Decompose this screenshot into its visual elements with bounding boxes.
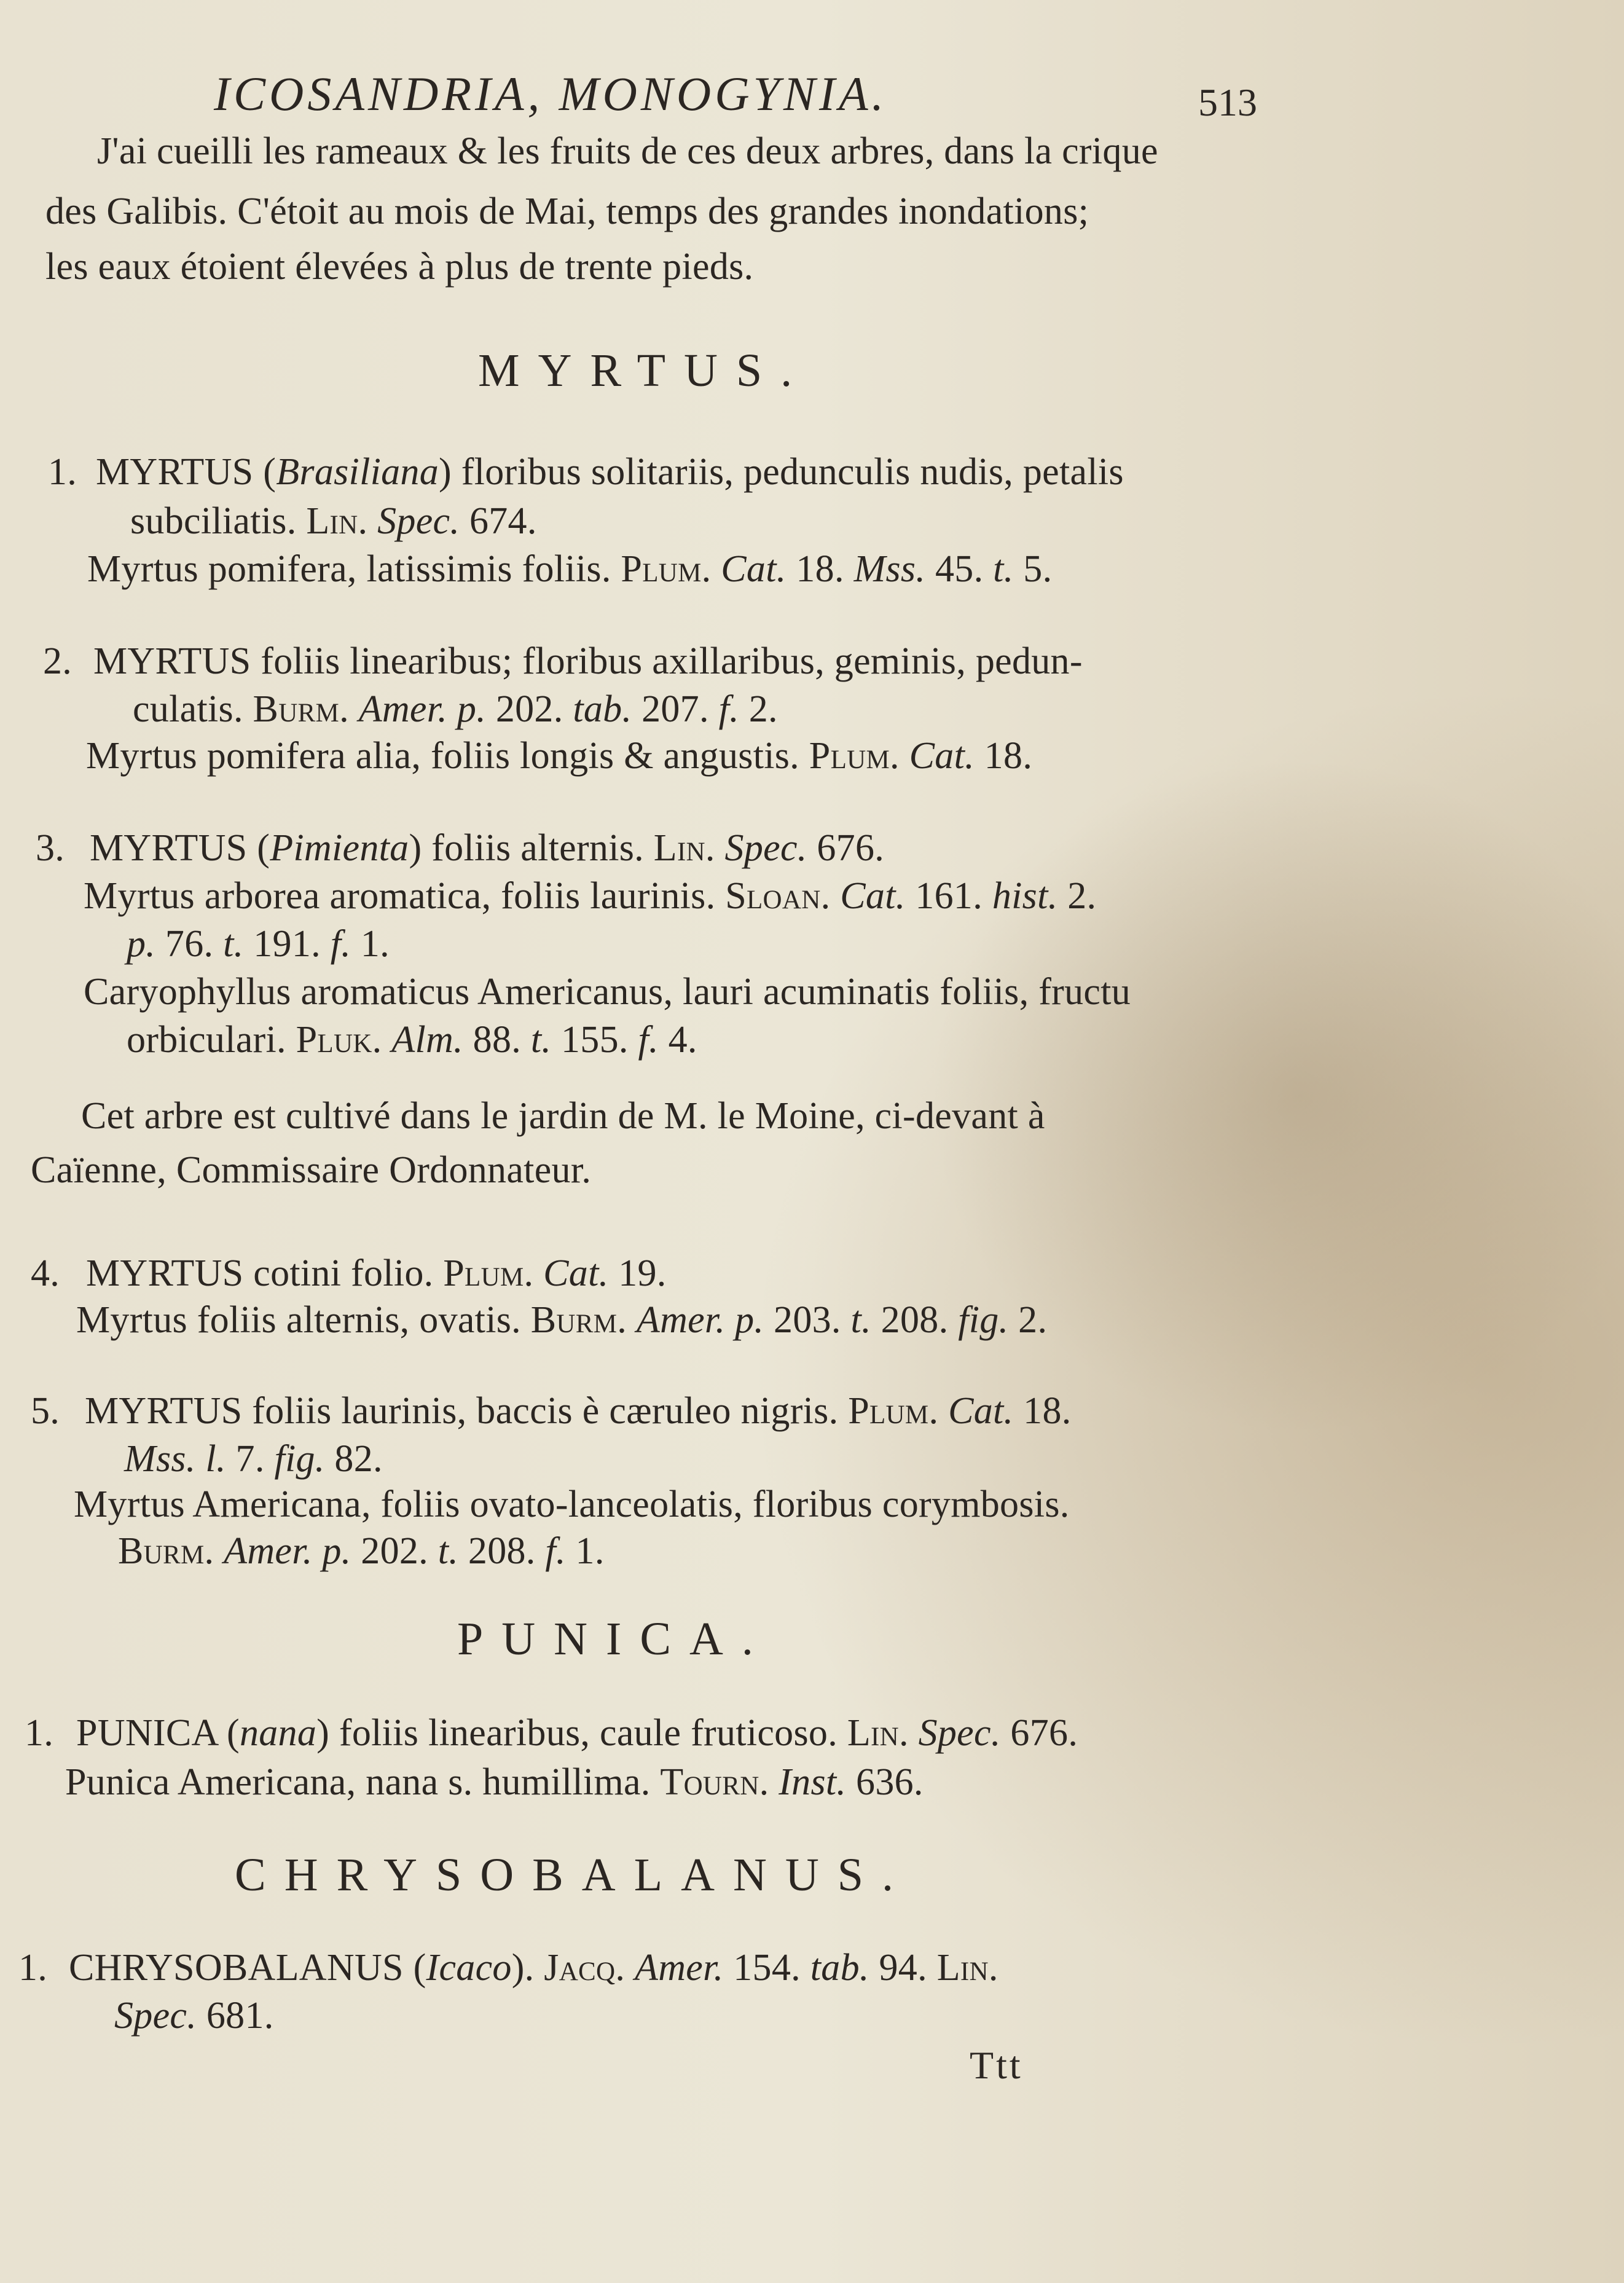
entry-line: p. 76. t. 191. f. 1. [127,923,390,965]
entry-line: Spec. 681. [114,1995,274,2037]
intro-line-3: les eaux étoient élevées à plus de trente pieds. [45,246,754,288]
entry-number: 1. [48,451,77,493]
entry-line: MYRTUS foliis linearibus; floribus axillaribus, geminis, pedun- [93,640,1083,682]
section-heading-myrtus: MYRTUS. [478,345,811,396]
entry-line: Punica Americana, nana s. humillima. Tourn. Inst. 636. [65,1761,924,1803]
entry-line: CHRYSOBALANUS (Icaco). Jacq. Amer. 154. tab. 94. Lin. [69,1947,998,1989]
entry-line: Myrtus pomifera, latissimis foliis. Plum. Cat. 18. Mss. 45. t. 5. [87,548,1053,590]
entry-line: MYRTUS cotini folio. Plum. Cat. 19. [86,1252,667,1294]
entry-line: Myrtus Americana, foliis ovato-lanceolatis, floribus corymbosis. [74,1483,1070,1525]
entry-number: 3. [36,827,65,869]
entry-line: MYRTUS (Pimienta) foliis alternis. Lin. Spec. 676. [90,827,885,869]
note-line-2: Caïenne, Commissaire Ordonnateur. [31,1149,592,1191]
section-heading-chrysobalanus: CHRYSOBALANUS. [235,1849,912,1901]
section-heading-punica: PUNICA. [457,1613,772,1665]
entry-line: Myrtus foliis alternis, ovatis. Burm. Amer. p. 203. t. 208. fig. 2. [76,1299,1048,1341]
entry-line: culatis. Burm. Amer. p. 202. tab. 207. f. 2. [133,688,778,730]
entry-line: subciliatis. Lin. Spec. 674. [130,500,537,542]
page-number: 513 [1198,81,1257,124]
note-line-1: Cet arbre est cultivé dans le jardin de M. le Moine, ci-devant à [81,1095,1045,1137]
entry-line: Myrtus pomifera alia, foliis longis & angustis. Plum. Cat. 18. [86,735,1033,777]
intro-line-2: des Galibis. C'étoit au mois de Mai, temps des grandes inondations; [45,191,1089,232]
running-header: ICOSANDRIA, MONOGYNIA. [214,67,888,120]
entry-line: MYRTUS (Brasiliana) floribus solitariis, pedunculis nudis, petalis [96,451,1124,493]
entry-line: Mss. l. 7. fig. 82. [124,1438,383,1480]
entry-line: Caryophyllus aromaticus Americanus, lauri acuminatis foliis, fructu [84,971,1131,1013]
signature-mark: Ttt [970,2043,1023,2087]
entry-line: orbiculari. Pluk. Alm. 88. t. 155. f. 4. [127,1019,697,1061]
entry-number: 4. [31,1252,60,1294]
entry-line: Burm. Amer. p. 202. t. 208. f. 1. [118,1530,605,1572]
entry-line: MYRTUS foliis laurinis, baccis è cæruleo nigris. Plum. Cat. 18. [85,1390,1072,1432]
entry-number: 1. [25,1712,54,1754]
entry-line: Myrtus arborea aromatica, foliis laurinis. Sloan. Cat. 161. hist. 2. [84,875,1097,917]
intro-line-1: J'ai cueilli les rameaux & les fruits de ces deux arbres, dans la crique [97,130,1158,172]
entry-number: 1. [18,1947,48,1989]
entry-number: 5. [31,1390,60,1432]
entry-number: 2. [43,640,73,682]
entry-line: PUNICA (nana) foliis linearibus, caule fruticoso. Lin. Spec. 676. [76,1712,1078,1754]
